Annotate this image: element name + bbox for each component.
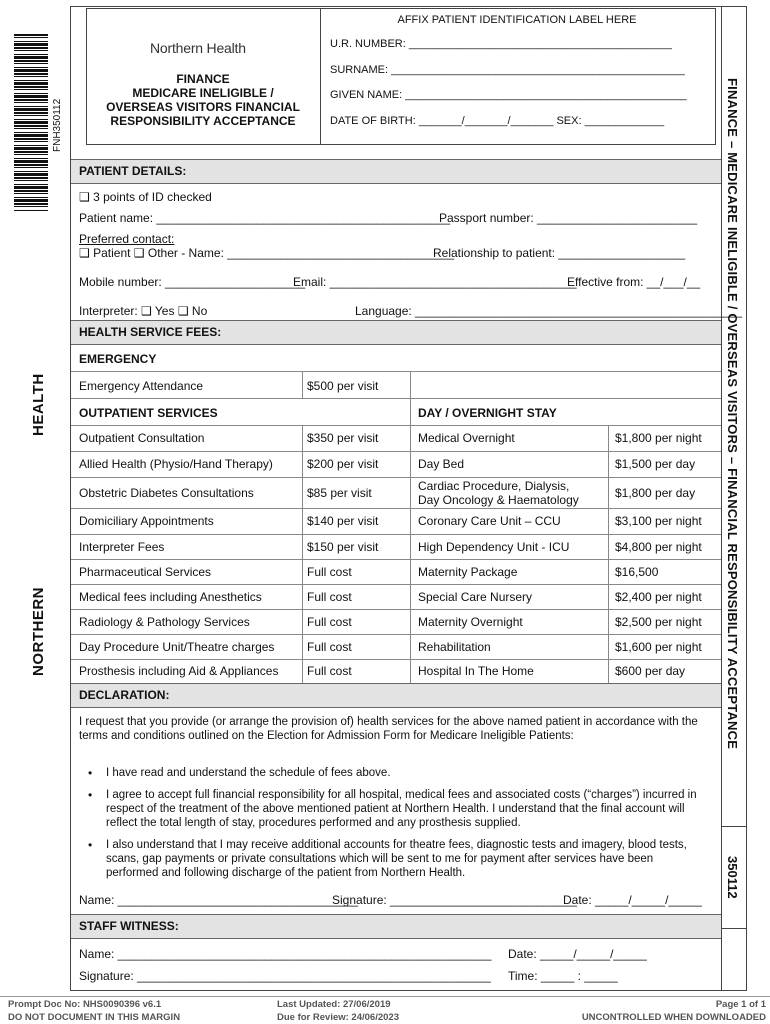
fee-price-cell: Full cost (307, 640, 352, 654)
stay-price-cell: $2,500 per night (615, 615, 702, 629)
bullet-icon: • (88, 838, 93, 852)
form-title-line: RESPONSIBILITY ACCEPTANCE (110, 114, 296, 128)
stay-price-cell: $1,800 per day (615, 486, 696, 500)
section-fees: HEALTH SERVICE FEES: (71, 320, 721, 345)
footer-rule (0, 996, 770, 997)
barcode-label: FNH350112 (52, 98, 63, 152)
dob-sex-field[interactable]: DATE OF BIRTH: _______/_______/_______ SEX: _____________ (330, 115, 665, 127)
passport-field[interactable]: Passport number: ________________________ (439, 211, 698, 225)
patient-name-field[interactable]: Patient name: ____________________________________________ (79, 211, 451, 225)
table-column-rule (608, 425, 609, 683)
stay-service-cell: High Dependency Unit - ICU (418, 540, 570, 554)
footer-page: Page 1 of 1 (715, 999, 766, 1010)
fee-price-cell: $140 per visit (307, 514, 379, 528)
bullet-icon: • (88, 788, 93, 802)
fee-service-cell: Radiology & Pathology Services (79, 615, 250, 629)
fee-price-cell: Full cost (307, 590, 352, 604)
stay-service-cell: Cardiac Procedure, Dialysis, Day Oncology & Haematology (418, 479, 579, 507)
stay-price-cell: $3,100 per night (615, 514, 702, 528)
emergency-item: Emergency Attendance (79, 379, 204, 393)
fee-service-cell: Obstetric Diabetes Consultations (79, 486, 254, 500)
footer-margin-note: DO NOT DOCUMENT IN THIS MARGIN (8, 1012, 181, 1023)
footer-uncontrolled: UNCONTROLLED WHEN DOWNLOADED (581, 1012, 766, 1023)
bullet-icon: • (88, 766, 93, 780)
table-rule (71, 609, 721, 610)
stay-price-cell: $1,800 per night (615, 431, 702, 445)
form-title (90, 72, 316, 128)
table-rule (71, 584, 721, 585)
fee-service-cell: Allied Health (Physio/Hand Therapy) (79, 457, 273, 471)
declaration-intro: I request that you provide (or arrange the provision of) health services for the above named patient in accordance with the terms and conditions outlined on the Election for Admission Form for Medicare Ineligible Patients: (79, 716, 698, 742)
stay-price-cell: $1,600 per night (615, 640, 702, 654)
witness-signature-field[interactable]: Signature: _____________________________________________________ (79, 969, 491, 983)
fee-service-cell: Pharmaceutical Services (79, 565, 212, 579)
table-rule (71, 508, 721, 509)
fee-service-cell: Interpreter Fees (79, 540, 165, 554)
witness-name-field[interactable]: Name: ________________________________________________________ (79, 947, 492, 961)
table-rule (71, 477, 721, 478)
side-band-number: 350112 (725, 856, 740, 899)
fee-service-cell: Domiciliary Appointments (79, 514, 214, 528)
declaration-bullet: I agree to accept full financial responsibility for all hospital, medical fees and associated costs (“charges”) incurred in respect of the treatment of the above mentioned patient at Northern Health. I understand that the final account will reflect the total length of stay, procedures performed and any prosthesis supplied. (106, 789, 697, 829)
witness-date-field[interactable]: Date: _____/_____/_____ (508, 947, 647, 961)
table-rule (71, 634, 721, 635)
preferred-contact-label: Preferred contact: (79, 232, 175, 246)
surname-field[interactable]: SURNAME: ________________________________________________ (330, 64, 685, 76)
ur-number-field[interactable]: U.R. NUMBER: ___________________________________________ (330, 38, 672, 50)
stay-price-cell: $16,500 (615, 565, 659, 579)
declaration-signature-field[interactable]: Signature: ____________________________ (332, 893, 577, 907)
given-name-field[interactable]: GIVEN NAME: ______________________________________________ (330, 89, 687, 101)
fee-service-cell: Prosthesis including Aid & Appliances (79, 664, 279, 678)
affix-label: AFFIX PATIENT IDENTIFICATION LABEL HERE (397, 14, 637, 26)
table-column-rule (302, 425, 303, 683)
relationship-field[interactable]: Relationship to patient: ___________________ (433, 246, 686, 260)
footer-last-updated: Last Updated: 27/06/2019 (277, 999, 391, 1010)
stay-price-cell: $2,400 per night (615, 590, 702, 604)
declaration-bullet: I also understand that I may receive additional accounts for theatre fees, diagnostic tests and imagery, blood tests, scans, gap payments or private consultations which will be sent to me for payment after services have been performed and following discharge of the patient from Northern Health. (106, 839, 687, 879)
logo: Northern Health (150, 40, 246, 56)
section-staff-witness: STAFF WITNESS: (71, 914, 721, 939)
id-checked-checkbox[interactable]: ❑ 3 points of ID checked (79, 190, 212, 204)
fee-service-cell: Outpatient Consultation (79, 431, 205, 445)
stay-service-cell: Hospital In The Home (418, 664, 534, 678)
table-rule (71, 371, 721, 372)
stay-price-cell: $1,500 per day (615, 457, 696, 471)
declaration-date-field[interactable]: Date: _____/_____/_____ (563, 893, 702, 907)
fee-price-cell: Full cost (307, 615, 352, 629)
fee-price-cell: $85 per visit (307, 486, 372, 500)
footer-review-date: Due for Review: 24/06/2023 (277, 1012, 399, 1023)
fee-service-cell: Medical fees including Anesthetics (79, 590, 262, 604)
side-band-title: FINANCE – MEDICARE INELIGIBLE / OVERSEAS VISITORS – FINANCIAL RESPONSIBILITY ACCEPTANCE (725, 78, 740, 750)
stay-price-cell: $600 per day (615, 664, 686, 678)
table-rule (71, 559, 721, 560)
fee-price-cell: $200 per visit (307, 457, 379, 471)
margin-northern-text: NORTHERN (30, 587, 47, 676)
barcode (14, 34, 48, 212)
footer-prompt-doc: Prompt Doc No: NHS0090396 v6.1 (8, 999, 162, 1010)
side-band-divider (721, 928, 747, 929)
table-column-rule (302, 371, 303, 398)
stay-service-cell: Maternity Package (418, 565, 518, 579)
stay-service-cell: Maternity Overnight (418, 615, 523, 629)
header-divider (320, 8, 321, 145)
contact-name-field[interactable]: ❑ Patient ❑ Other - Name: __________________________________ (79, 246, 455, 260)
form-title-line: OVERSEAS VISITORS FINANCIAL (106, 100, 300, 114)
fee-price-cell: $350 per visit (307, 431, 379, 445)
effective-from-field[interactable]: Effective from: __/___/__ (567, 275, 701, 289)
mobile-field[interactable]: Mobile number: _____________________ (79, 275, 306, 289)
witness-time-field[interactable]: Time: _____ : _____ (508, 969, 618, 983)
emergency-price: $500 per visit (307, 379, 379, 393)
stay-price-cell: $4,800 per night (615, 540, 702, 554)
fee-service-cell: Day Procedure Unit/Theatre charges (79, 640, 275, 654)
stay-service-cell: Rehabilitation (418, 640, 491, 654)
fee-price-cell: Full cost (307, 664, 352, 678)
section-declaration: DECLARATION: (71, 683, 721, 708)
email-field[interactable]: Email: _____________________________________ (293, 275, 577, 289)
section-patient-details: PATIENT DETAILS: (71, 159, 721, 184)
outpatient-heading: OUTPATIENT SERVICES (79, 406, 218, 420)
language-field[interactable]: Language: _________________________________________________ (355, 304, 743, 318)
table-rule (71, 659, 721, 660)
fee-price-cell: $150 per visit (307, 540, 379, 554)
table-rule (71, 425, 721, 426)
interpreter-checkbox[interactable]: Interpreter: ❑ Yes ❑ No (79, 304, 208, 318)
fee-price-cell: Full cost (307, 565, 352, 579)
form-title-line: FINANCE (176, 72, 230, 86)
table-rule (71, 398, 721, 399)
side-band-divider (721, 826, 747, 827)
margin-health-text: HEALTH (30, 373, 47, 436)
emergency-heading: EMERGENCY (79, 352, 157, 366)
stay-heading: DAY / OVERNIGHT STAY (418, 406, 557, 420)
stay-service-cell: Medical Overnight (418, 431, 515, 445)
table-rule (71, 451, 721, 452)
stay-service-cell: Special Care Nursery (418, 590, 533, 604)
form-title-line: MEDICARE INELIGIBLE / (132, 86, 274, 100)
table-rule (71, 534, 721, 535)
stay-service-cell: Coronary Care Unit – CCU (418, 514, 561, 528)
declaration-bullet: I have read and understand the schedule of fees above. (106, 767, 391, 779)
declaration-name-field[interactable]: Name: ____________________________________ (79, 893, 358, 907)
table-column-rule (410, 371, 411, 683)
stay-service-cell: Day Bed (418, 457, 465, 471)
